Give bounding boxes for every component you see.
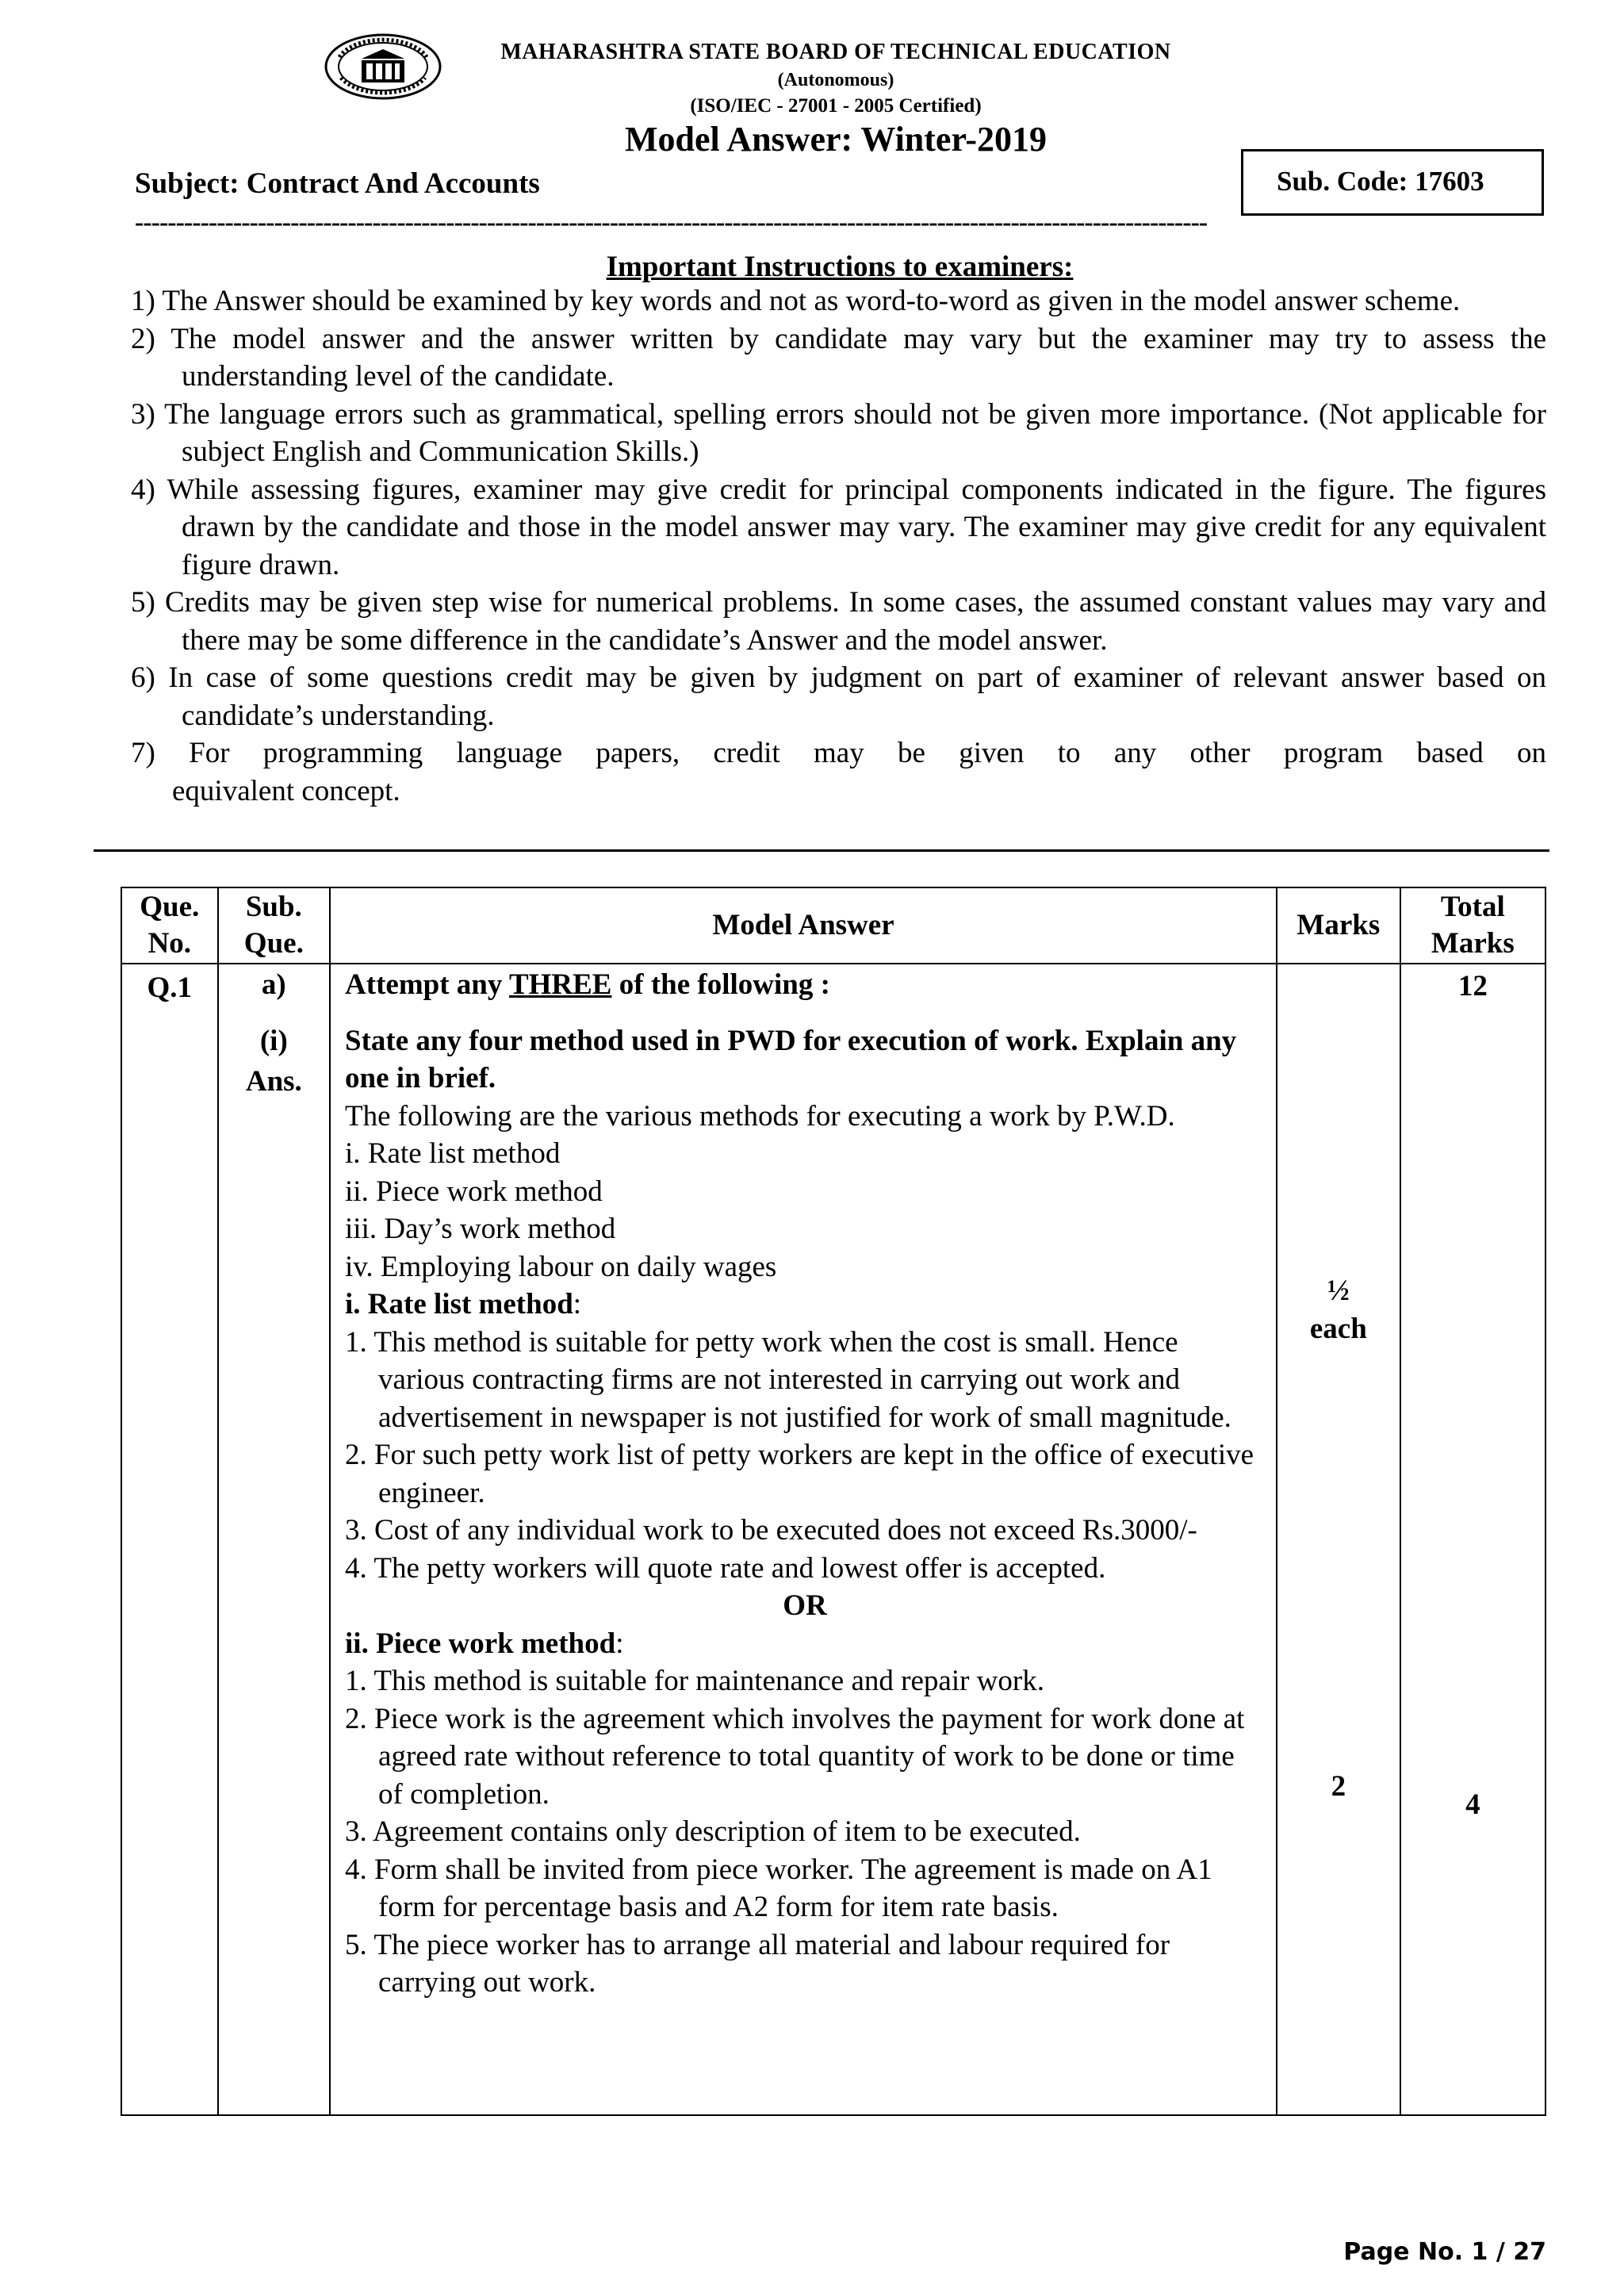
answer-intro: The following are the various methods for executing a work by P.W.D. — [345, 1099, 1175, 1133]
autonomous-label: (Autonomous) — [777, 70, 894, 90]
instruction-item: 6) In case of some questions credit may be given by judgment on part of examiner of relevant answer based on candidate’s understanding. — [131, 661, 1546, 732]
table-row — [121, 964, 1545, 2115]
attempt-three: THREE — [508, 968, 612, 1001]
table-header-row — [121, 887, 1545, 964]
method-item: iv. Employing labour on daily wages — [345, 1250, 777, 1283]
iso-certification: (ISO/IEC - 27001 - 2005 Certified) — [690, 95, 982, 117]
or-separator: OR — [783, 1589, 827, 1622]
total-marks-cell — [1400, 964, 1545, 2115]
total-four: 4 — [1465, 1788, 1480, 1821]
method-item: i. Rate list method — [345, 1137, 561, 1170]
sub-label-ans: Ans. — [245, 1065, 302, 1098]
instruction-item: 2) The model answer and the answer written by candidate may vary but the examiner may try to assess the understanding level of the candidate. — [131, 322, 1546, 393]
header-sub-que: Sub. Que. — [218, 887, 330, 964]
rate-point: 1. This method is suitable for petty work when the cost is small. Hence various contracting firms are not interested in carrying out work and advertisement in newspaper is not justified for work of small magnitude. — [345, 1325, 1231, 1434]
rate-point: 2. For such petty work list of petty workers are kept in the office of executive engineer. — [345, 1439, 1254, 1509]
sub-label-i: (i) — [259, 1024, 288, 1057]
rate-list-heading: i. Rate list method: — [345, 1288, 582, 1320]
header-total-marks: Total Marks — [1400, 887, 1545, 964]
model-answer-table — [121, 887, 1546, 2116]
piece-point: 5. The piece worker has to arrange all material and labour required for carrying out work. — [345, 1928, 1170, 1999]
instructions-list — [131, 282, 1546, 810]
method-item: iii. Day’s work method — [345, 1213, 616, 1245]
instruction-item: 5) Credits may be given step wise for numerical problems. In some cases, the assumed constant values may vary and there may be some difference in the candidate’s Answer and the model answer. — [131, 586, 1546, 657]
instructions-title: Important Instructions to examiners: — [606, 251, 1074, 283]
header-que-no: Que. No. — [121, 887, 218, 964]
sub-que-cell — [218, 964, 330, 2115]
page-number: Page No. 1 / 27 — [1343, 2238, 1546, 2266]
header-model-answer: Model Answer — [330, 887, 1277, 964]
subject-label: Subject: Contract And Accounts — [135, 167, 540, 200]
rate-list-heading-text: i. Rate list method — [345, 1288, 573, 1320]
attempt-pre: Attempt any — [345, 968, 509, 1001]
rate-point: 4. The petty workers will quote rate and lowest offer is accepted. — [345, 1551, 1106, 1585]
attempt-instruction — [345, 966, 1265, 1004]
method-item: ii. Piece work method — [345, 1175, 603, 1208]
sub-label-a: a) — [261, 968, 286, 1001]
piece-work-heading: ii. Piece work method: — [345, 1627, 624, 1660]
attempt-post: of the following : — [611, 968, 830, 1001]
sub-code-box: Sub. Code: 17603 — [1241, 149, 1544, 216]
instruction-item-7-cont: equivalent concept. — [172, 774, 400, 807]
instruction-item: 3) The language errors such as grammatical, spelling errors should not be given more importance. (Not applicable for subject English and Communication Skills.) — [131, 397, 1546, 468]
piece-point: 4. Form shall be invited from piece worker. The agreement is made on A1 form for percentage basis and A2 form for item rate basis. — [345, 1853, 1212, 1923]
total-twelve: 12 — [1457, 970, 1488, 1002]
instruction-item: 1) The Answer should be examined by key words and not as word-to-word as given in the model answer scheme. — [131, 285, 1461, 317]
piece-point: 1. This method is suitable for maintenance and repair work. — [345, 1665, 1044, 1697]
marks-two: 2 — [1331, 1770, 1346, 1803]
horizontal-rule — [94, 849, 1549, 852]
piece-point: 2. Piece work is the agreement which involves the payment for work done at agreed rate without reference to total quantity of work to be done or time of completion. — [345, 1702, 1245, 1811]
dash-separator: ----------------------------------------------------------------------------------------------------------------------------------- — [135, 208, 1208, 237]
instruction-item: 4) While assessing figures, examiner may give credit for principal components indicated in the figure. The figures drawn by the candidate and those in the model answer may vary. The examiner may give credit for any equivalent figure drawn. — [131, 473, 1546, 581]
rate-point: 3. Cost of any individual work to be executed does not exceed Rs.3000/- — [345, 1514, 1197, 1547]
model-answer-cell — [330, 964, 1277, 2115]
instruction-item-7: 7) For programming language papers, credit may be given to any other program based on — [131, 737, 1546, 769]
que-no-cell: Q.1 — [121, 964, 218, 2115]
marks-each: each — [1309, 1313, 1367, 1345]
piece-point: 3. Agreement contains only description of item to be executed. — [345, 1815, 1081, 1848]
header-marks: Marks — [1277, 887, 1400, 964]
piece-work-heading-text: ii. Piece work method — [345, 1627, 616, 1660]
marks-half: ½ — [1327, 1274, 1350, 1307]
marks-cell — [1277, 964, 1400, 2115]
question-text: State any four method used in PWD for execution of work. Explain any one in brief. — [345, 1024, 1237, 1094]
board-name: MAHARASHTRA STATE BOARD OF TECHNICAL EDUCATION — [500, 40, 1171, 64]
model-answer-title: Model Answer: Winter-2019 — [624, 120, 1048, 159]
